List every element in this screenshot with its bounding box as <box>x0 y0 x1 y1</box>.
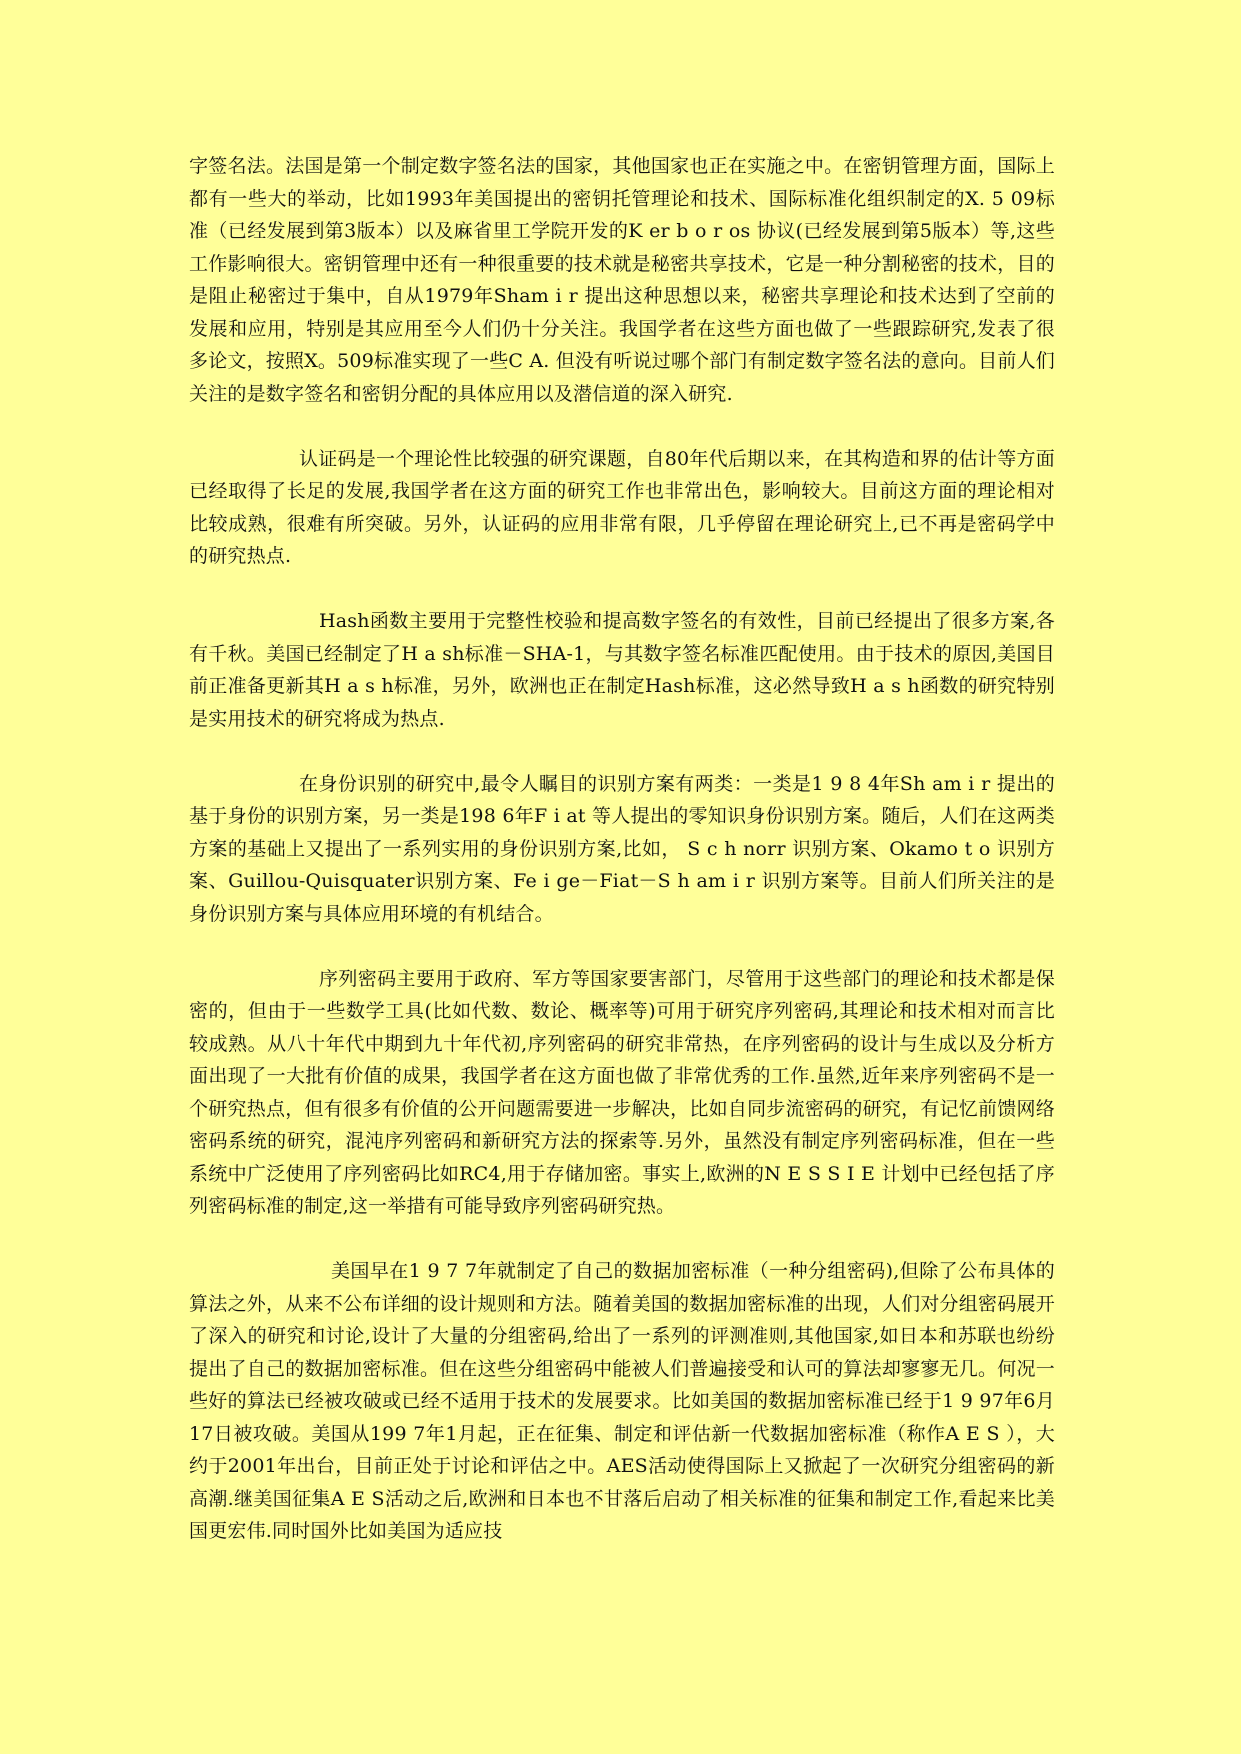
paragraph-stream-ciphers: 序列密码主要用于政府、军方等国家要害部门，尽管用于这些部门的理论和技术都是保密的，但由于一些数学工具(比如代数、数论、概率等)可用于研究序列密码,其理论和技术相对而言比较成熟。从八十年代中期到九十年代初,序列密码的研究非常热，在序列密码的设计与生成以及分析方面出现了一大批有价值的成果，我国学者在这方面也做了非常优秀的工作.虽然,近年来序列密码不是一个研究热点，但有很多有价值的公开问题需要进一步解决，比如自同步流密码的研究，有记忆前馈网络密码系统的研究，混沌序列密码和新研究方法的探索等.另外，虽然没有制定序列密码标准，但在一些系统中广泛使用了序列密码比如RC4,用于存储加密。事实上,欧洲的N E S S I E 计划中已经包括了序列密码标准的制定,这一举措有可能导致序列密码研究热。 <box>189 967 1055 1217</box>
paragraph-authentication-codes: 认证码是一个理论性比较强的研究课题，自80年代后期以来，在其构造和界的估计等方面已经取得了长足的发展,我国学者在这方面的研究工作也非常出色，影响较大。目前这方面的理论相对比较成熟，很难有所突破。另外，认证码的应用非常有限，几乎停留在理论研究上,已不再是密码学中的研究热点. <box>189 447 1055 567</box>
paragraph-hash-functions: Hash函数主要用于完整性校验和提高数字签名的有效性，目前已经提出了很多方案,各有千秋。美国已经制定了H a sh标准－SHA-1，与其数字签名标准匹配使用。由于技术的原因,美国目前正准备更新其H a s h标准，另外，欧洲也正在制定Hash标准，这必然导致H a s h函数的研究特别是实用技术的研究将成为热点. <box>189 610 1055 730</box>
paragraph-block-ciphers: 美国早在1 9 7 7年就制定了自己的数据加密标准（一种分组密码),但除了公布具体的算法之外，从来不公布详细的设计规则和方法。随着美国的数据加密标准的出现，人们对分组密码展开了深入的研究和讨论,设计了大量的分组密码,给出了一系列的评测准则,其他国家,如日本和苏联也纷纷提出了自己的数据加密标准。但在这些分组密码中能被人们普遍接受和认可的算法却寥寥无几。何况一些好的算法已经被攻破或已经不适用于技术的发展要求。比如美国的数据加密标准已经于1 9 97年6月17日被攻破。美国从199 7年1月起，正在征集、制定和评估新一代数据加密标准（称作A E S ），大约于2001年出台，目前正处于讨论和评估之中。AES活动使得国际上又掀起了一次研究分组密码的新高潮.继美国征集A E S活动之后,欧洲和日本也不甘落后启动了相关标准的征集和制定工作,看起来比美国更宏伟.同时国外比如美国为适应技 <box>189 1260 1055 1542</box>
paragraph-digital-signature-key-management: 字签名法。法国是第一个制定数字签名法的国家，其他国家也正在实施之中。在密钥管理方面，国际上都有一些大的举动，比如1993年美国提出的密钥托管理论和技术、国际标准化组织制定的X. 5 09标准（已经发展到第3版本）以及麻省里工学院开发的K er b o r os 协议(已经发展到第5版本）等,这些工作影响很大。密钥管理中还有一种很重要的技术就是秘密共享技术，它是一种分割秘密的技术，目的是阻止秘密过于集中，自从1979年Sham i r 提出这种思想以来，秘密共享理论和技术达到了空前的发展和应用，特别是其应用至今人们仍十分关注。我国学者在这些方面也做了一些跟踪研究,发表了很多论文，按照X。509标准实现了一些C A. 但没有听说过哪个部门有制定数字签名法的意向。目前人们关注的是数字签名和密钥分配的具体应用以及潜信道的深入研究. <box>189 155 1055 405</box>
paragraph-identification-schemes: 在身份识别的研究中,最令人瞩目的识别方案有两类：一类是1 9 8 4年Sh am i r 提出的基于身份的识别方案，另一类是198 6年F i at 等人提出的零知识身份识别方案。随后，人们在这两类方案的基础上又提出了一系列实用的身份识别方案,比如， S c h norr 识别方案、Okamo t o 识别方案、Guillou-Quisquater识别方案、Fe i ge－Fiat－S h am i r 识别方案等。目前人们所关注的是身份识别方案与具体应用环境的有机结合。 <box>189 772 1055 925</box>
document-body <box>189 150 1055 1580</box>
